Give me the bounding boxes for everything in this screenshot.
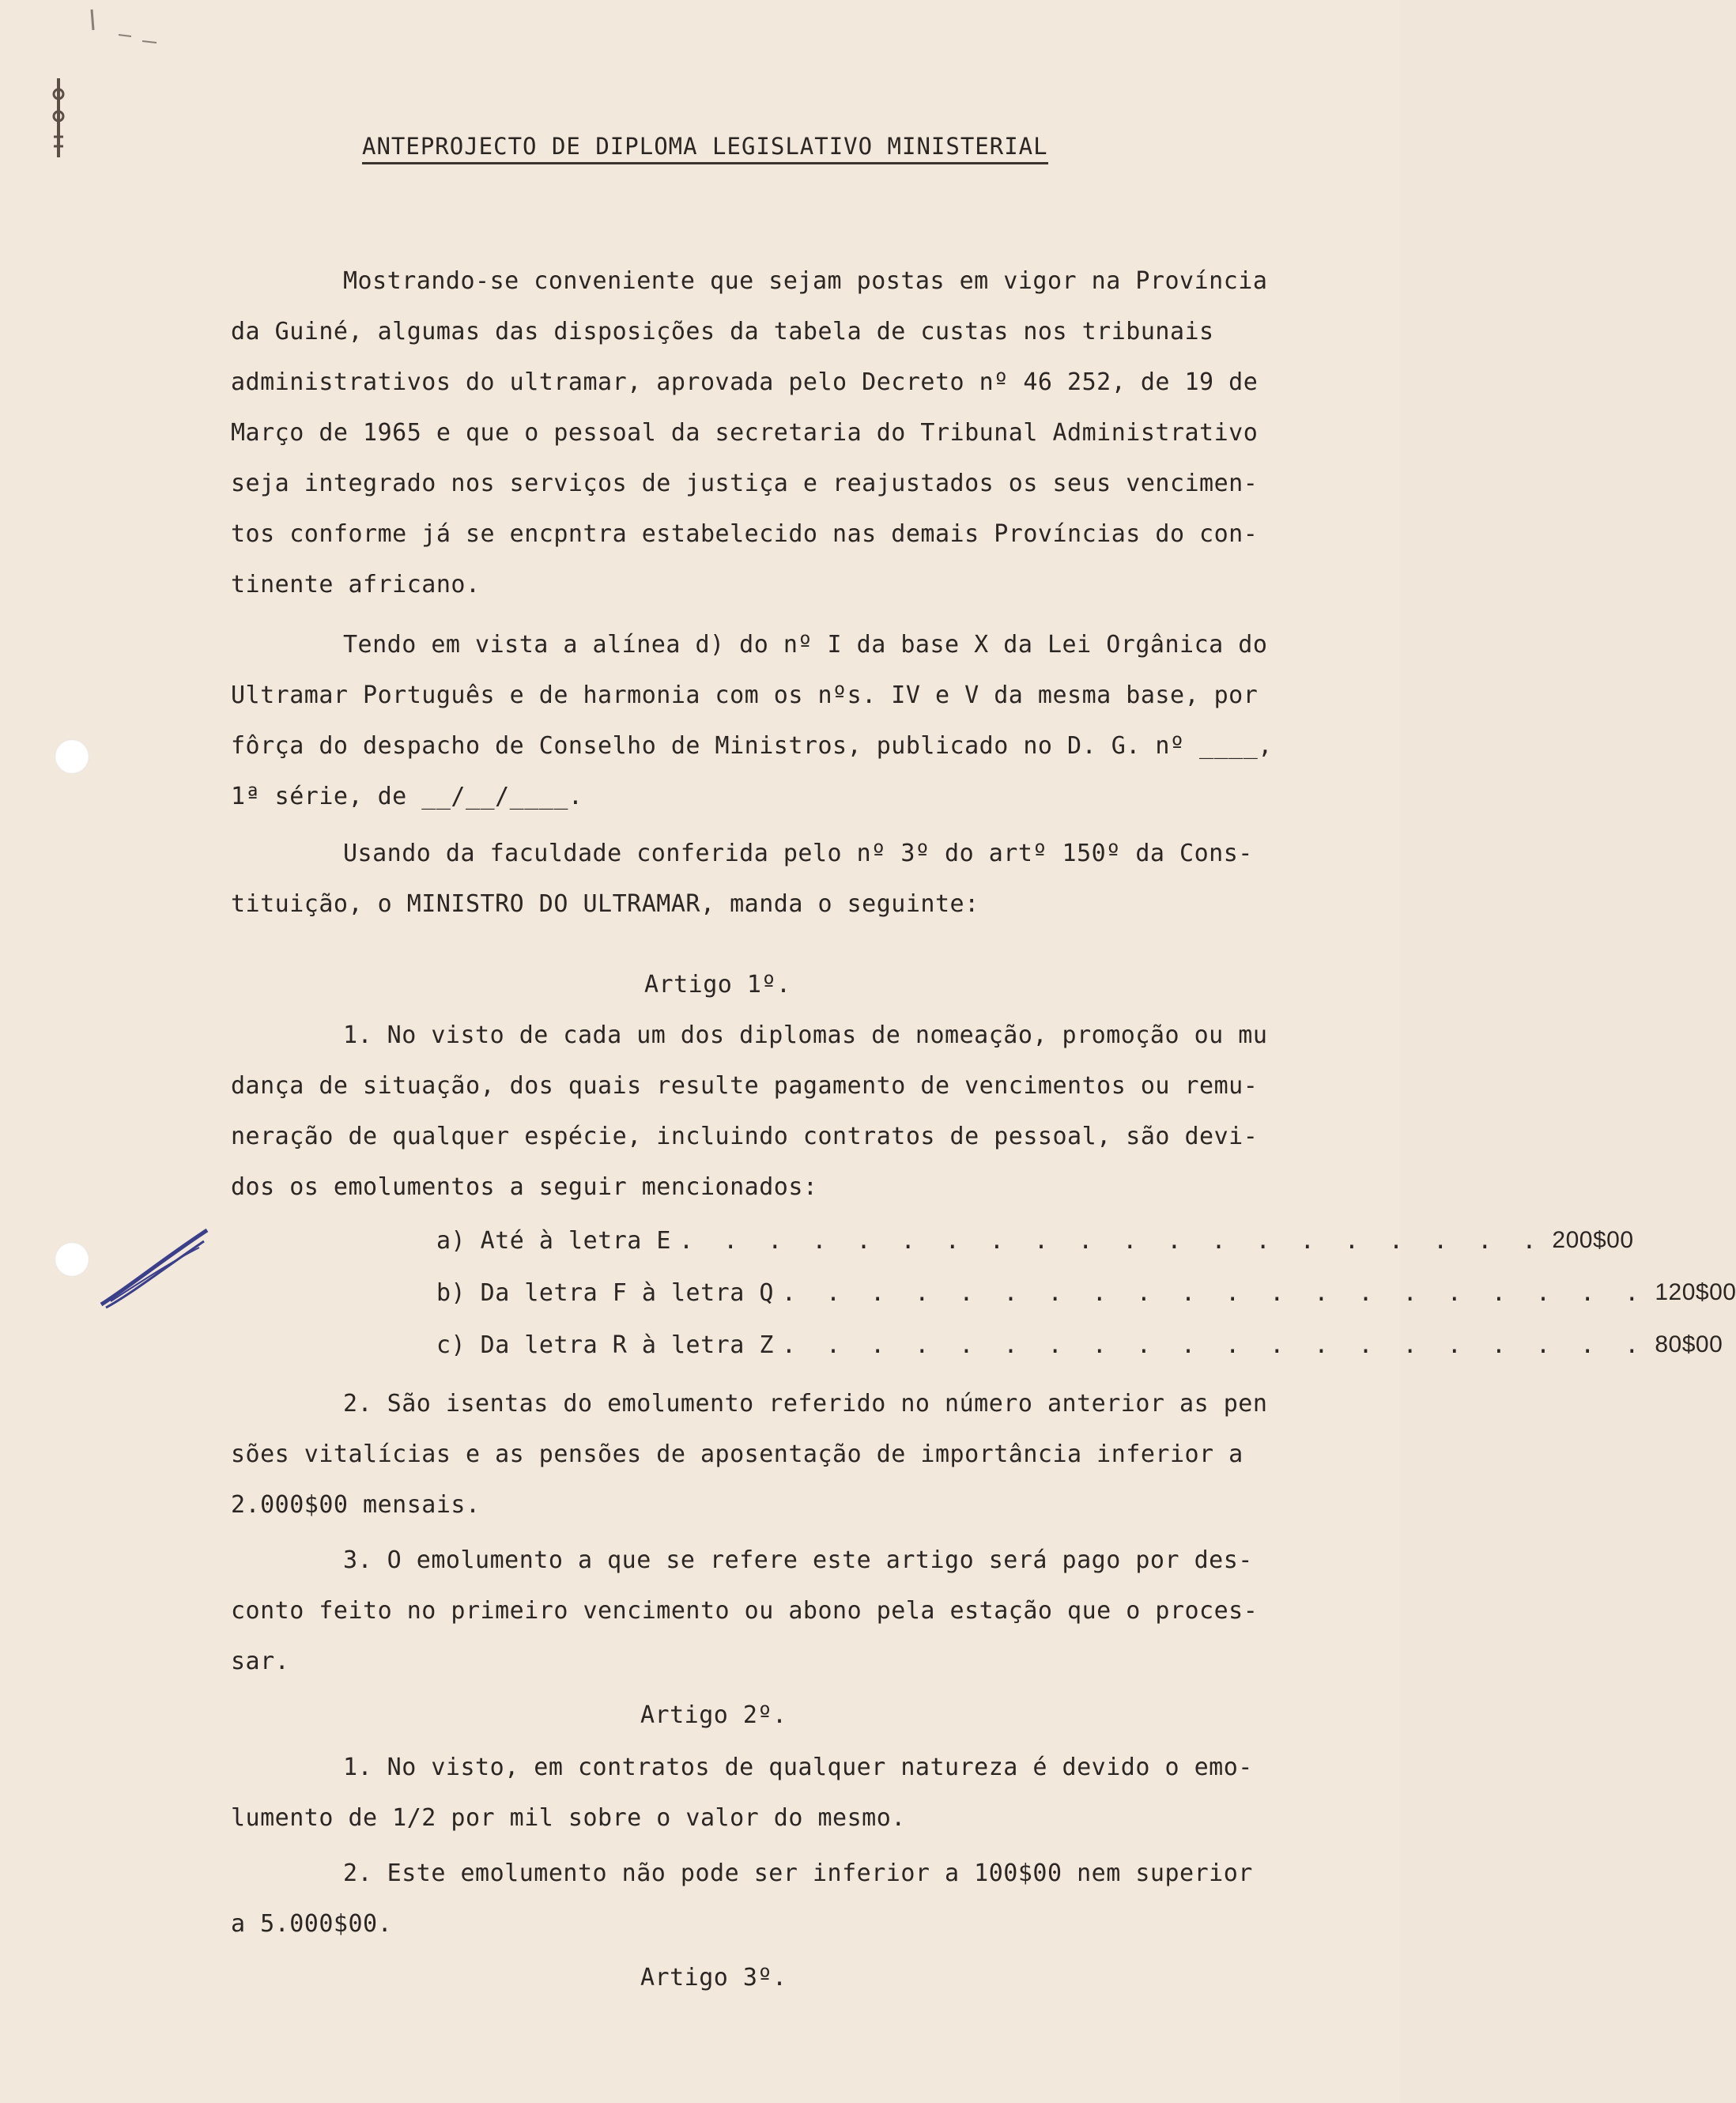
article-2-text-line: 1. No visto, em contratos de qualquer natureza é devido o emo-: [343, 1754, 1253, 1781]
article-1-text-line: dos os emolumentos a seguir mencionados:: [231, 1173, 818, 1201]
preamble-1-line: Mostrando-se conveniente que sejam postas em vigor na Província: [343, 267, 1268, 295]
article-1-heading: Artigo 1º.: [644, 971, 791, 999]
preamble-2-line: Tendo em vista a alínea d) do nº I da base X da Lei Orgânica do: [343, 631, 1268, 659]
article-1-text-line: sar.: [231, 1648, 290, 1675]
article-1-text-line: 2. São isentas do emolumento referido no número anterior as pen: [343, 1390, 1268, 1418]
fee-item-label: c) Da letra R à letra Z: [436, 1331, 774, 1359]
article-2-text-line: lumento de 1/2 por mil sobre o valor do mesmo.: [231, 1804, 906, 1832]
article-2-heading: Artigo 2º.: [640, 1701, 787, 1729]
leader-dots: . . . . . . . . . . . . . . . . . . . .: [781, 1279, 1647, 1307]
article-1-text-line: 2.000$00 mensais.: [231, 1491, 481, 1519]
article-1-text-line: 3. O emolumento a que se refere este artigo será pago por des-: [343, 1546, 1253, 1574]
article-1-text-line: neração de qualquer espécie, incluindo contratos de pessoal, são devi-: [231, 1123, 1259, 1150]
fee-item-label: a) Até à letra E: [436, 1227, 671, 1255]
fee-item: [436, 1279, 1736, 1307]
fee-item-amount: 200$00: [1552, 1227, 1634, 1253]
fee-item: [436, 1227, 1634, 1255]
leader-dots: . . . . . . . . . . . . . . . . . . . .: [678, 1227, 1545, 1255]
article-1-text-line: conto feito no primeiro vencimento ou abono pela estação que o proces-: [231, 1597, 1259, 1625]
fee-item-amount: 80$00: [1655, 1331, 1723, 1357]
article-1-text-line: dança de situação, dos quais resulte pagamento de vencimentos ou remu-: [231, 1072, 1259, 1100]
page-title: ANTEPROJECTO DE DIPLOMA LEGISLATIVO MINISTERIAL: [362, 133, 1048, 164]
preamble-1-line: tos conforme já se encpntra estabelecido nas demais Províncias do con-: [231, 520, 1259, 548]
article-2-text-line: a 5.000$00.: [231, 1910, 393, 1938]
preamble-1-line: seja integrado nos serviços de justiça e reajustados os seus vencimen-: [231, 470, 1259, 497]
article-1-text-line: sões vitalícias e as pensões de aposentação de importância inferior a: [231, 1440, 1244, 1468]
preamble-2-line: 1ª série, de __/__/____.: [231, 783, 583, 810]
fee-item-amount: 120$00: [1655, 1279, 1736, 1305]
preamble-1-line: da Guiné, algumas das disposições da tabela de custas nos tribunais: [231, 318, 1214, 345]
article-2-text-line: 2. Este emolumento não pode ser inferior a 100$00 nem superior: [343, 1859, 1253, 1887]
preamble-2-line: fôrça do despacho de Conselho de Ministros, publicado no D. G. nº ____,: [231, 732, 1273, 760]
article-3-heading: Artigo 3º.: [640, 1964, 787, 1992]
preamble-1-line: Março de 1965 e que o pessoal da secretaria do Tribunal Administrativo: [231, 419, 1259, 447]
preamble-1-line: administrativos do ultramar, aprovada pelo Decreto nº 46 252, de 19 de: [231, 368, 1259, 396]
preamble-2-line: Ultramar Português e de harmonia com os nºs. IV e V da mesma base, por: [231, 681, 1259, 709]
fee-item: [436, 1331, 1723, 1359]
fee-item-label: b) Da letra F à letra Q: [436, 1279, 774, 1307]
preamble-3-line: Usando da faculdade conferida pelo nº 3º do artº 150º da Cons-: [343, 840, 1253, 867]
leader-dots: . . . . . . . . . . . . . . . . . . . .: [781, 1331, 1647, 1359]
article-1-text-line: 1. No visto de cada um dos diplomas de nomeação, promoção ou mu: [343, 1021, 1268, 1049]
preamble-3-line: tituição, o MINISTRO DO ULTRAMAR, manda o seguinte:: [231, 890, 979, 918]
preamble-1-line: tinente africano.: [231, 571, 481, 598]
